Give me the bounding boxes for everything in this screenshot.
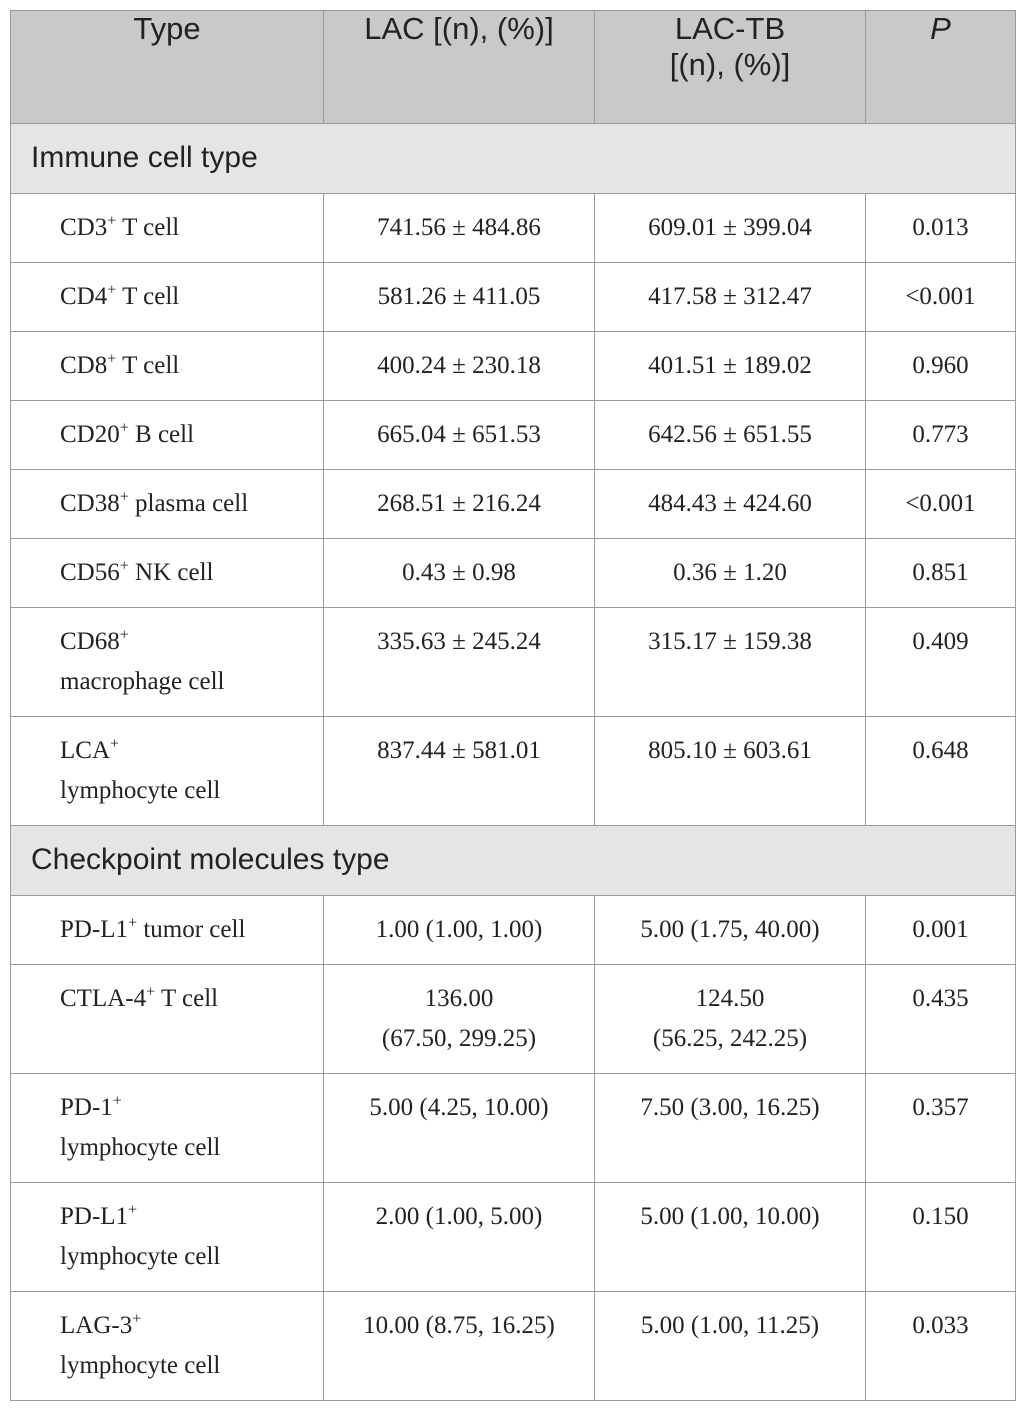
p-value: <0.001 [866, 263, 1016, 332]
lac-value: 665.04 ± 651.53 [324, 401, 595, 470]
row-label: PD-L1+ lymphocyte cell [11, 1183, 324, 1292]
p-value: 0.960 [866, 332, 1016, 401]
section-row-checkpoint [11, 826, 1016, 896]
row-label: CD8+ T cell [11, 332, 324, 401]
p-value: 0.001 [866, 896, 1016, 965]
row-label: LAG-3+ lymphocyte cell [11, 1292, 324, 1401]
table-row [11, 470, 1016, 539]
lactb-value: 5.00 (1.00, 11.25) [595, 1292, 866, 1401]
header-lactb [595, 11, 866, 124]
table-row [11, 401, 1016, 470]
table-row [11, 608, 1016, 717]
table-row [11, 1183, 1016, 1292]
lactb-value-line2: (56.25, 242.25) [652, 1025, 808, 1052]
row-label: CD3+ T cell [11, 194, 324, 263]
p-value: 0.013 [866, 194, 1016, 263]
header-type: Type [11, 11, 324, 124]
p-value: 0.357 [866, 1074, 1016, 1183]
lactb-value: 642.56 ± 651.55 [595, 401, 866, 470]
lactb-value: 315.17 ± 159.38 [595, 608, 866, 717]
row-label: CTLA-4+ T cell [11, 965, 324, 1074]
lactb-value: 417.58 ± 312.47 [595, 263, 866, 332]
lactb-value [595, 965, 866, 1074]
p-value: 0.773 [866, 401, 1016, 470]
p-value: 0.648 [866, 717, 1016, 826]
lac-value: 2.00 (1.00, 5.00) [324, 1183, 595, 1292]
lac-value: 268.51 ± 216.24 [324, 470, 595, 539]
table-row [11, 332, 1016, 401]
lac-value: 581.26 ± 411.05 [324, 263, 595, 332]
lactb-value: 7.50 (3.00, 16.25) [595, 1074, 866, 1183]
lac-value-line1: 136.00 [424, 985, 494, 1012]
data-table [10, 10, 1016, 1401]
lac-value: 5.00 (4.25, 10.00) [324, 1074, 595, 1183]
p-value: 0.150 [866, 1183, 1016, 1292]
lac-value [324, 965, 595, 1074]
table-row [11, 1074, 1016, 1183]
table-row [11, 539, 1016, 608]
header-lactb-line2: [(n), (%)] [669, 47, 791, 82]
header-p: P [866, 11, 1016, 124]
lactb-value-line1: 124.50 [695, 985, 765, 1012]
table-row [11, 263, 1016, 332]
lac-value: 335.63 ± 245.24 [324, 608, 595, 717]
p-value: 0.033 [866, 1292, 1016, 1401]
lac-value: 10.00 (8.75, 16.25) [324, 1292, 595, 1401]
table-row [11, 896, 1016, 965]
lactb-value: 805.10 ± 603.61 [595, 717, 866, 826]
table-row [11, 965, 1016, 1074]
row-label: PD-L1+ tumor cell [11, 896, 324, 965]
row-label: CD56+ NK cell [11, 539, 324, 608]
table-row [11, 717, 1016, 826]
header-lac: LAC [(n), (%)] [324, 11, 595, 124]
row-label: CD68+ macrophage cell [11, 608, 324, 717]
lactb-value: 484.43 ± 424.60 [595, 470, 866, 539]
lac-value: 741.56 ± 484.86 [324, 194, 595, 263]
row-label: CD20+ B cell [11, 401, 324, 470]
section-title-immune: Immune cell type [11, 124, 1016, 194]
row-label: PD-1+ lymphocyte cell [11, 1074, 324, 1183]
p-value: 0.435 [866, 965, 1016, 1074]
row-label: CD38+ plasma cell [11, 470, 324, 539]
table-row [11, 1292, 1016, 1401]
section-title-checkpoint: Checkpoint molecules type [11, 826, 1016, 896]
lac-value: 1.00 (1.00, 1.00) [324, 896, 595, 965]
lactb-value: 609.01 ± 399.04 [595, 194, 866, 263]
table-row [11, 194, 1016, 263]
header-row [11, 11, 1016, 124]
p-value: 0.851 [866, 539, 1016, 608]
row-label: CD4+ T cell [11, 263, 324, 332]
lac-value: 837.44 ± 581.01 [324, 717, 595, 826]
row-label: LCA+ lymphocyte cell [11, 717, 324, 826]
p-value: <0.001 [866, 470, 1016, 539]
lactb-value: 0.36 ± 1.20 [595, 539, 866, 608]
lactb-value: 5.00 (1.00, 10.00) [595, 1183, 866, 1292]
section-row-immune [11, 124, 1016, 194]
lac-value-line2: (67.50, 299.25) [381, 1025, 537, 1052]
header-lactb-line1: LAC-TB [674, 11, 786, 46]
p-value: 0.409 [866, 608, 1016, 717]
lac-value: 0.43 ± 0.98 [324, 539, 595, 608]
lac-value: 400.24 ± 230.18 [324, 332, 595, 401]
lactb-value: 401.51 ± 189.02 [595, 332, 866, 401]
lactb-value: 5.00 (1.75, 40.00) [595, 896, 866, 965]
